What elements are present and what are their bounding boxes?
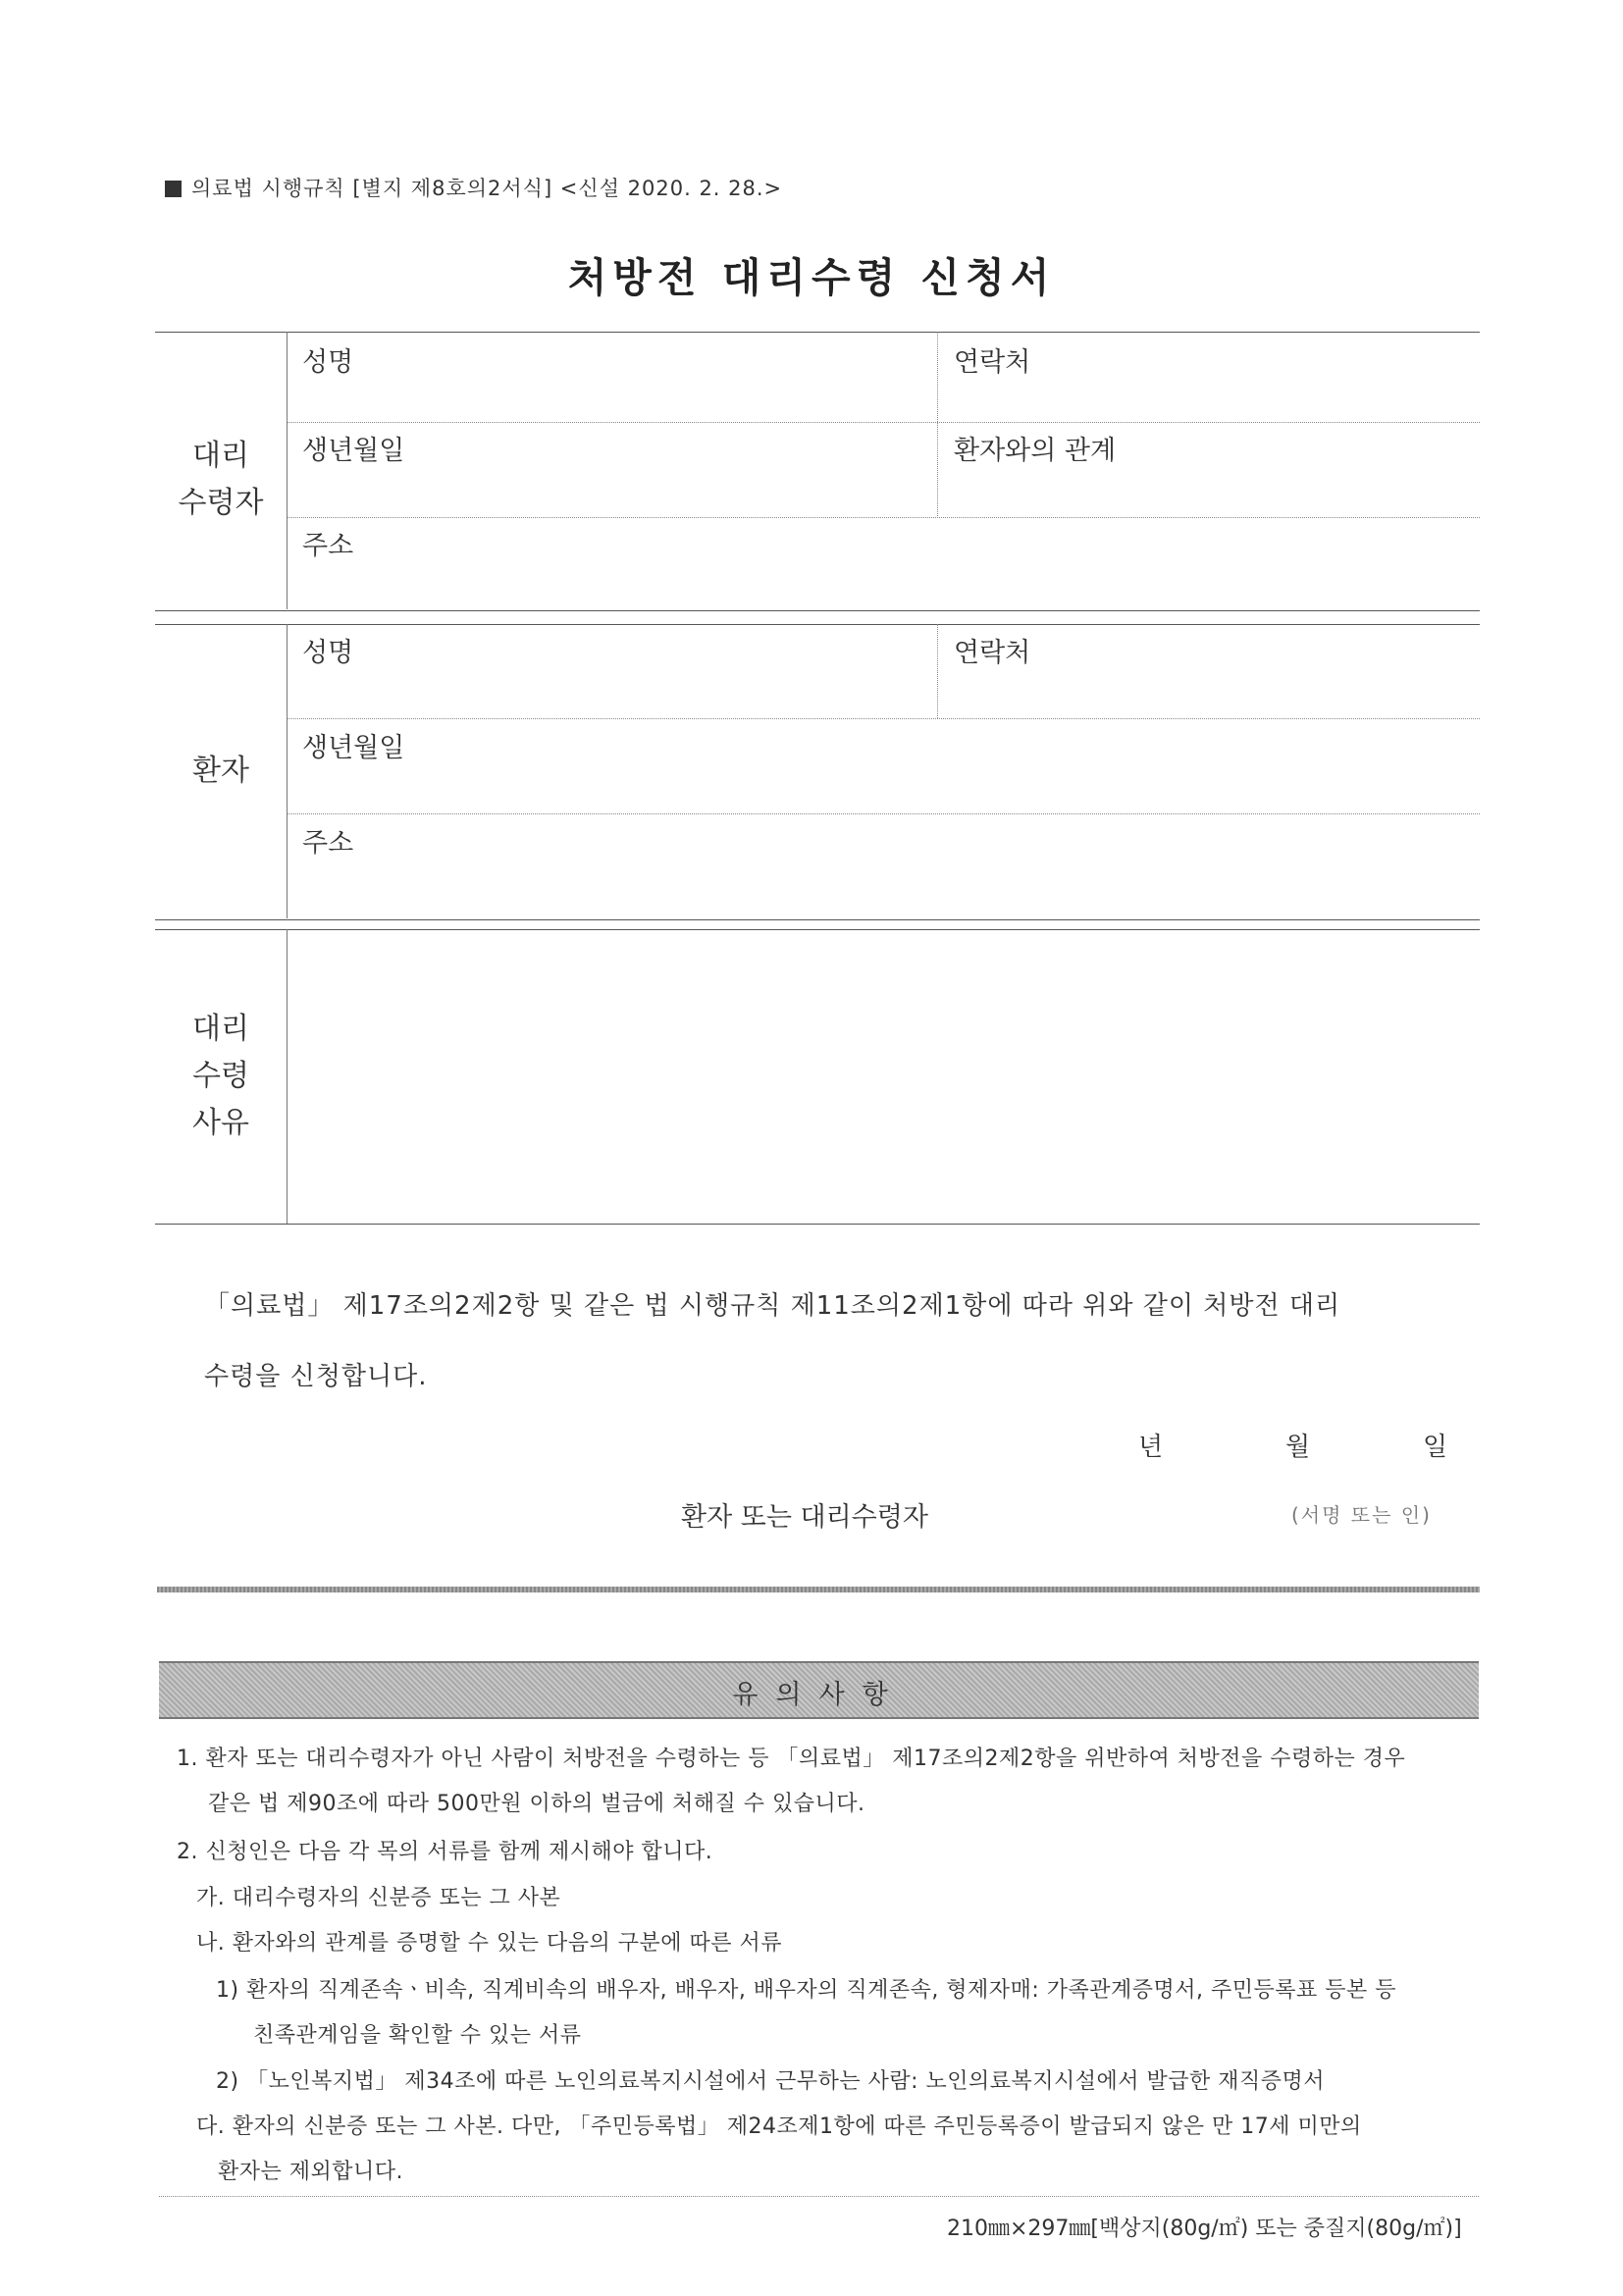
- patient-address-field[interactable]: 주소: [302, 828, 354, 859]
- table-bottom-border: [155, 1224, 1480, 1225]
- patient-section-label: 환자: [192, 754, 249, 788]
- notice-item-1: 1. 환자 또는 대리수령자가 아닌 사람이 처방전을 수령하는 등 「의료법」 제17조의2제2항을 위반하여 처방전을 수령하는 경우: [177, 1747, 1406, 1771]
- proxy-section-label: [157, 433, 285, 527]
- proxy-row-divider-2: [287, 517, 1480, 518]
- proxy-column-divider: [937, 332, 938, 518]
- patient-column-divider: [937, 624, 938, 718]
- date-day[interactable]: 일: [1423, 1433, 1448, 1462]
- proxy-birth-field[interactable]: 생년월일: [302, 436, 405, 466]
- notice-item-2-da-cont: 환자는 제외합니다.: [218, 2160, 404, 2184]
- notice-item-1-cont: 같은 법 제90조에 따라 500만원 이하의 벌금에 처해질 수 있습니다.: [208, 1792, 865, 1816]
- notice-title: 유의사항: [732, 1680, 906, 1710]
- date-year[interactable]: 년: [1138, 1433, 1164, 1462]
- proxy-address-field[interactable]: 주소: [302, 531, 354, 561]
- notice-item-2-na-1-cont: 친족관계임을 확인할 수 있는 서류: [253, 2023, 582, 2048]
- signature-hint[interactable]: (서명 또는 인): [1291, 1503, 1432, 1527]
- section-double-rule-bottom: [155, 624, 1480, 625]
- reason-section-label: [157, 1006, 285, 1147]
- reason-input-area[interactable]: [290, 932, 1476, 1222]
- patient-birth-field[interactable]: 생년월일: [302, 733, 405, 763]
- square-bullet-icon: [165, 181, 182, 197]
- patient-label-divider: [287, 624, 288, 918]
- proxy-row-divider-1: [287, 422, 1480, 423]
- patient-row-divider-2: [287, 813, 1480, 814]
- reason-label-line2: 수령: [192, 1059, 249, 1093]
- reason-label-divider: [287, 929, 288, 1224]
- proxy-label-line2: 수령자: [178, 486, 264, 520]
- proxy-label-line1: 대리: [192, 439, 249, 473]
- proxy-relation-field[interactable]: 환자와의 관계: [954, 436, 1117, 466]
- signature-label: 환자 또는 대리수령자: [681, 1502, 928, 1533]
- page-title: 처방전 대리수령 신청서: [567, 254, 1056, 301]
- proxy-label-divider: [287, 332, 288, 609]
- patient-name-field[interactable]: 성명: [302, 638, 354, 668]
- notice-item-2: 2. 신청인은 다음 각 목의 서류를 함께 제시해야 합니다.: [177, 1840, 713, 1864]
- form-reference: [165, 173, 782, 202]
- notice-item-2-na: 나. 환자와의 관계를 증명할 수 있는 다음의 구분에 따른 서류: [196, 1931, 782, 1956]
- paper-spec: 210㎜×297㎜[백상지(80g/㎡) 또는 중질지(80g/㎡)]: [947, 2217, 1462, 2241]
- section-double-rule-top: [155, 610, 1480, 611]
- notice-item-2-da: 다. 환자의 신분증 또는 그 사본. 다만, 「주민등록법」 제24조제1항에 따른 주민등록증이 발급되지 않은 만 17세 미만의: [196, 2114, 1362, 2139]
- reason-label-line3: 사유: [192, 1106, 249, 1140]
- date-month[interactable]: 월: [1285, 1433, 1311, 1462]
- section-double-rule-top-2: [155, 919, 1480, 920]
- proxy-name-field[interactable]: 성명: [302, 347, 354, 378]
- notice-item-2-na-1: 1) 환자의 직계존속ㆍ비속, 직계비속의 배우자, 배우자, 배우자의 직계존속, 형제자매: 가족관계증명서, 주민등록표 등본 등: [216, 1978, 1396, 2003]
- footer-separator: [159, 2196, 1479, 2197]
- notice-item-2-ga: 가. 대리수령자의 신분증 또는 그 사본: [196, 1886, 561, 1910]
- reason-label-line1: 대리: [192, 1012, 249, 1046]
- form-reference-text: 의료법 시행규칙 [별지 제8호의2서식] <신설 2020. 2. 28.>: [191, 177, 783, 200]
- declaration-line1: 「의료법」 제17조의2제2항 및 같은 법 시행규칙 제11조의2제1항에 따라 위와 같이 처방전 대리: [204, 1291, 1341, 1321]
- notice-header: [159, 1661, 1479, 1719]
- patient-contact-field[interactable]: 연락처: [954, 638, 1031, 668]
- patient-row-divider-1: [287, 718, 1480, 719]
- section-double-rule-bottom-2: [155, 929, 1480, 930]
- notice-separator: [157, 1587, 1480, 1592]
- proxy-contact-field[interactable]: 연락처: [954, 347, 1031, 378]
- declaration-line2: 수령을 신청합니다.: [204, 1362, 428, 1391]
- table-top-border: [155, 332, 1480, 333]
- notice-item-2-na-2: 2) 「노인복지법」 제34조에 따른 노인의료복지시설에서 근무하는 사람: 노인의료복지시설에서 발급한 재직증명서: [216, 2069, 1326, 2094]
